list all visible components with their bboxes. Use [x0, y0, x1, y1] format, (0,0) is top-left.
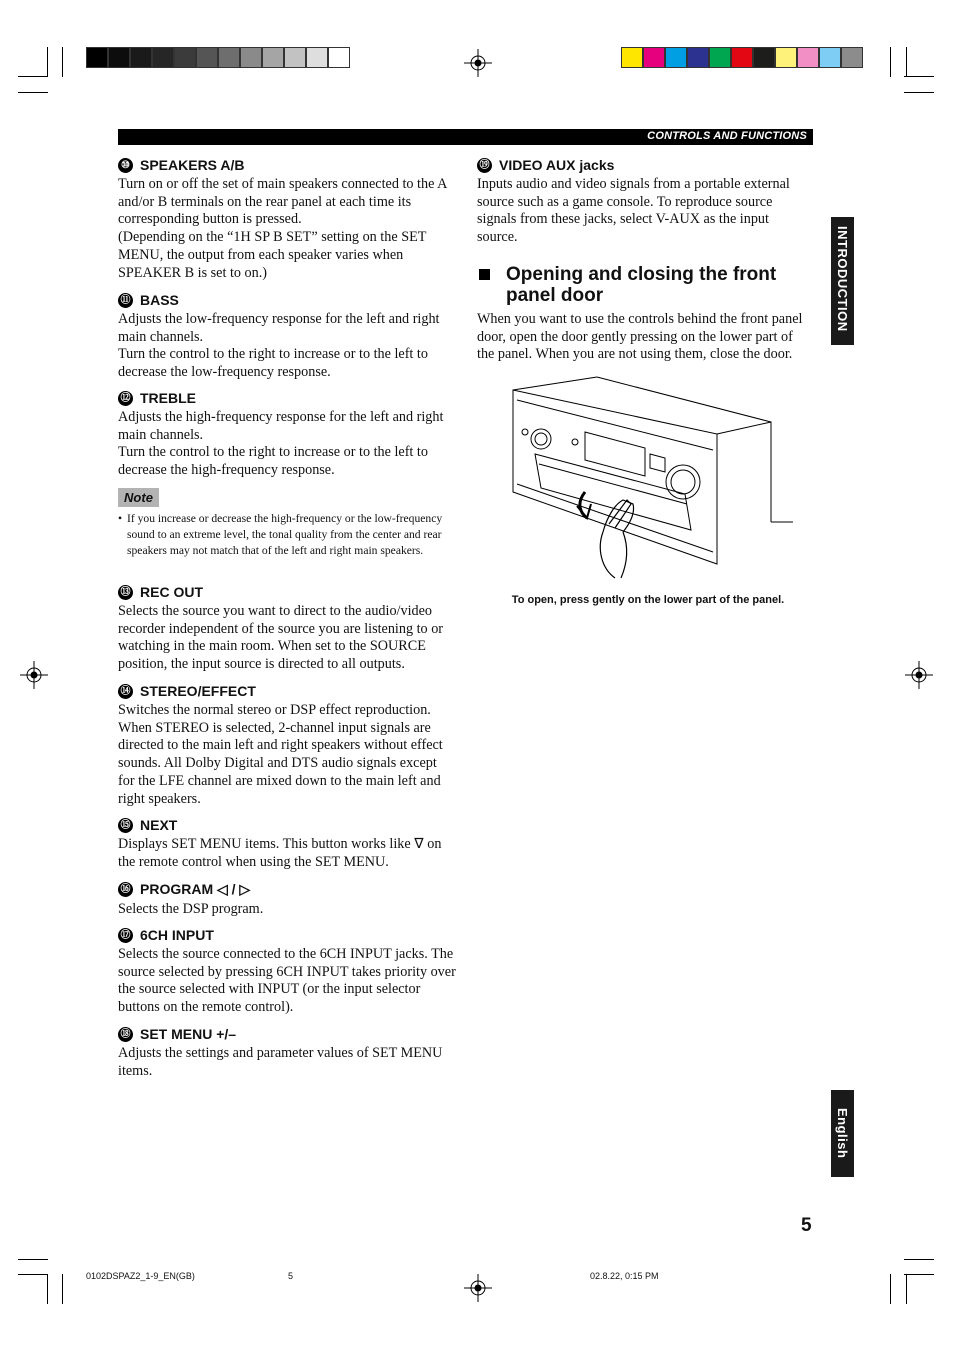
section-title: CONTROLS AND FUNCTIONS	[647, 130, 807, 142]
item-number-16: ⑯	[118, 882, 133, 897]
footer-date: 02.8.22, 0:15 PM	[590, 1271, 659, 1281]
note-bullet: •	[118, 512, 123, 525]
paragraph: Turn the control to the right to increase or to the left to decrease the low-frequency response.	[118, 346, 428, 381]
item-number-14: ⑭	[118, 684, 133, 699]
color-swatch	[753, 47, 775, 68]
paragraph: Selects the DSP program.	[118, 901, 264, 917]
color-swatch	[306, 47, 328, 68]
section-title-set-menu: SET MENU +/–	[140, 1026, 237, 1042]
section-title-speakers-ab: SPEAKERS A/B	[140, 157, 245, 173]
color-swatch	[621, 47, 643, 68]
color-swatch	[130, 47, 152, 68]
color-swatch	[797, 47, 819, 68]
paragraph: Selects the source you want to direct to the audio/video recorder independent of the source you are listening to or watching in the main room. When set to the SOURCE position, the input source is directed to all outputs.	[118, 603, 444, 673]
paragraph: Selects the source connected to the 6CH INPUT jacks. The source selected by pressing 6CH INPUT takes priority over the source selected with INPUT (or the input selector buttons on the remote control).	[118, 946, 456, 1016]
paragraph: (Depending on the “1H SP B SET” setting on the SET MENU, the output from each speaker varies when SPEAKER B is set to on.)	[118, 229, 427, 281]
section-video-aux	[477, 157, 807, 247]
registration-target-right	[905, 661, 933, 689]
side-tab-introduction	[831, 217, 854, 345]
section-6ch-input	[118, 927, 456, 1017]
registration-target-left	[20, 661, 48, 689]
heading-text: Opening and closing the front panel door	[506, 264, 777, 306]
color-swatch	[731, 47, 753, 68]
color-swatch	[841, 47, 863, 68]
section-treble	[118, 390, 456, 480]
section-set-menu	[118, 1026, 456, 1080]
note-text: If you increase or decrease the high-frequency or the low-frequency sound to an extreme level, the tonal quality from the center and rear speakers may not match that of the left and right main speakers.	[127, 512, 443, 557]
color-swatch	[218, 47, 240, 68]
item-number-19: ⑲	[477, 158, 492, 173]
section-next	[118, 817, 456, 871]
paragraph: Turn on or off the set of main speakers connected to the A and/or B terminals on the rear panel at each time its corresponding button is pressed.	[118, 176, 447, 228]
color-swatch	[196, 47, 218, 68]
footer-page: 5	[288, 1271, 294, 1281]
section-rec-out	[118, 584, 456, 674]
item-number-13: ⑬	[118, 585, 133, 600]
color-swatch	[108, 47, 130, 68]
front-panel-body	[477, 311, 811, 364]
section-speakers-ab	[118, 157, 456, 282]
registration-target-bottom	[464, 1274, 492, 1302]
item-number-15: ⑮	[118, 818, 133, 833]
color-swatch	[240, 47, 262, 68]
color-swatch	[262, 47, 284, 68]
color-swatch	[152, 47, 174, 68]
paragraph: When you want to use the controls behind the front panel door, open the door gently pressing on the lower part of the panel. When you are not using them, close the door.	[477, 311, 803, 363]
section-stereo-effect	[118, 683, 456, 808]
color-swatch	[665, 47, 687, 68]
section-title-video-aux: VIDEO AUX jacks	[499, 157, 615, 173]
section-title-program: PROGRAM ◁ / ▷	[140, 881, 251, 897]
paragraph: Displays SET MENU items. This button works like ∇ on the remote control when using the SET MENU.	[118, 836, 442, 870]
side-tab-english-label: English	[835, 1108, 850, 1159]
section-title-bass: BASS	[140, 292, 179, 308]
paragraph: Adjusts the settings and parameter values of SET MENU items.	[118, 1045, 443, 1079]
heading-front-panel-door	[477, 264, 807, 306]
item-number-17: ⑰	[118, 928, 133, 943]
heading-bullet-square	[479, 269, 490, 280]
note-label: Note	[118, 488, 159, 507]
section-title-stereo-effect: STEREO/EFFECT	[140, 683, 256, 699]
footer-file-name: 0102DSPAZ2_1-9_EN(GB)	[86, 1271, 195, 1281]
section-header-bar	[118, 129, 813, 145]
item-number-18: ⑱	[118, 1027, 133, 1042]
color-swatch	[86, 47, 108, 68]
color-swatch	[643, 47, 665, 68]
section-title-treble: TREBLE	[140, 390, 196, 406]
section-program	[118, 881, 456, 919]
section-title-rec-out: REC OUT	[140, 584, 203, 600]
side-tab-english	[831, 1090, 854, 1177]
paragraph: Switches the normal stereo or DSP effect reproduction. When STEREO is selected, 2-channel input signals are directed to the main left and right speakers without effect sounds. All Dolby Digital and DTS audio signals except for the LFE channel are mixed down to the main left and right speakers.	[118, 702, 443, 807]
paragraph: Turn the control to the right to increase or to the left to decrease the high-frequency response.	[118, 444, 428, 479]
receiver-door-illustration	[505, 372, 795, 582]
section-title-next: NEXT	[140, 817, 178, 833]
paragraph: Inputs audio and video signals from a portable external source such as a game console. To reproduce source signals from these jacks, select V-AUX as the input source.	[477, 176, 790, 246]
color-swatch	[174, 47, 196, 68]
color-swatch	[328, 47, 350, 68]
color-swatch	[775, 47, 797, 68]
item-number-12: ⑫	[118, 391, 133, 406]
side-tab-introduction-label: INTRODUCTION	[835, 226, 850, 332]
color-swatch	[709, 47, 731, 68]
color-swatch	[687, 47, 709, 68]
note-body	[118, 511, 455, 559]
color-swatch	[284, 47, 306, 68]
color-swatch	[819, 47, 841, 68]
illustration-caption: To open, press gently on the lower part of the panel.	[511, 594, 785, 606]
registration-target-top	[464, 49, 492, 77]
page-number: 5	[801, 1215, 812, 1236]
item-number-11: ⑪	[118, 293, 133, 308]
section-bass	[118, 292, 456, 382]
section-title-6ch-input: 6CH INPUT	[140, 927, 214, 943]
paragraph: Adjusts the low-frequency response for the left and right main channels.	[118, 311, 440, 345]
item-number-10: ⑩	[118, 158, 133, 173]
paragraph: Adjusts the high-frequency response for the left and right main channels.	[118, 409, 444, 443]
